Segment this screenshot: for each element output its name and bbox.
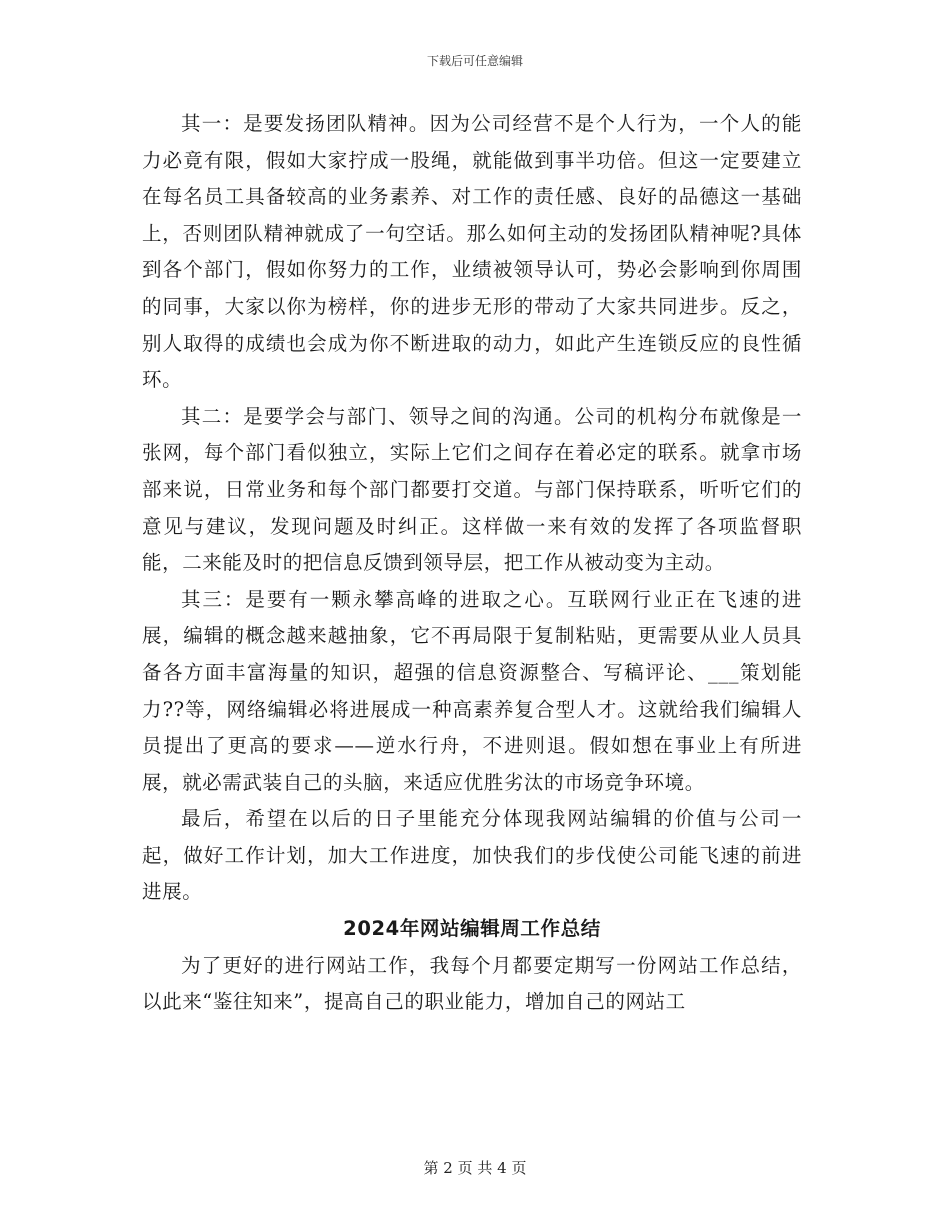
section-title: 2024年网站编辑周工作总结	[343, 917, 601, 941]
document-body	[142, 106, 802, 1021]
paragraph-4: 最后，希望在以后的日子里能充分体现我网站编辑的价值与公司一起，做好工作计划，加大工作进度，加快我们的步伐使公司能飞速的前进进展。	[142, 807, 802, 904]
page-number: 第 2 页 共 4 页	[423, 1159, 527, 1177]
section-paragraph: 为了更好的进行网站工作，我每个月都要定期写一份网站工作总结，以此来“鉴往知来”，提高自己的职业能力，增加自己的网站工	[142, 953, 802, 1014]
paragraph-3: 其三：是要有一颗永攀高峰的进取之心。互联网行业正在飞速的进展，编辑的概念越来越抽象，它不再局限于复制粘贴，更需要从业人员具备各方面丰富海量的知识，超强的信息资源整合、写稿评论、___策划能力??等，网络编辑必将进展成一种高素养复合型人才。这就给我们编辑人员提出了更高的要求——逆水行舟，不进则退。假如想在事业上有所进展，就必需武装自己的头脑，来适应优胜劣汰的市场竞争环境。	[142, 587, 802, 794]
page-header: 下载后可任意编辑	[426, 54, 523, 68]
paragraph-2: 其二：是要学会与部门、领导之间的沟通。公司的机构分布就像是一张网，每个部门看似独立，实际上它们之间存在着必定的联系。就拿市场部来说，日常业务和每个部门都要打交道。与部门保持联系，听听它们的意见与建议，发现问题及时纠正。这样做一来有效的发挥了各项监督职能，二来能及时的把信息反馈到领导层，把工作从被动变为主动。	[142, 404, 802, 575]
paragraph-1: 其一：是要发扬团队精神。因为公司经营不是个人行为，一个人的能力必竟有限，假如大家拧成一股绳，就能做到事半功倍。但这一定要建立在每名员工具备较高的业务素养、对工作的责任感、良好的品德这一基础上，否则团队精神就成了一句空话。那么如何主动的发扬团队精神呢?具体到各个部门，假如你努力的工作，业绩被领导认可，势必会影响到你周围的同事，大家以你为榜样，你的进步无形的带动了大家共同进步。反之，别人取得的成绩也会成为你不断进取的动力，如此产生连锁反应的良性循环。	[142, 112, 802, 392]
